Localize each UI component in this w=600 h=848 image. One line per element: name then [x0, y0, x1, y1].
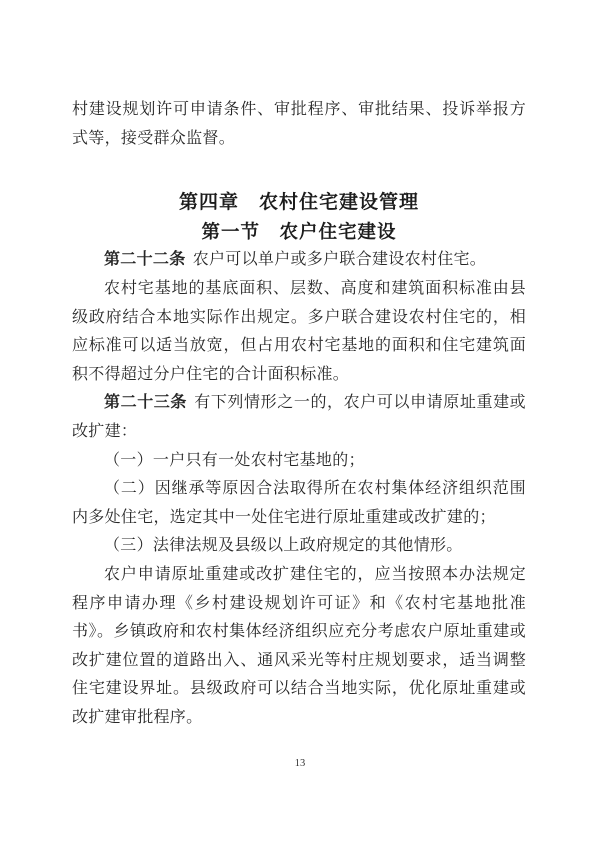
chapter-heading: 第四章 农村住宅建设管理: [178, 192, 419, 214]
article-22-lead-paragraph: [72, 246, 526, 275]
article-22-paragraph: 农村宅基地的基底面积、层数、高度和建筑面积标准由县级政府结合本地实际作出规定。多户联合建设农村住宅的，相应标准可以适当放宽，但占用农村宅基地的面积和住宅建筑面积不得超过分户住宅的合计面积标准。: [72, 279, 526, 383]
section-heading: 第一节 农户住宅建设: [201, 220, 397, 242]
article-22-number: 第二十二条: [104, 251, 186, 269]
article-23-item-3: （三）法律法规及县级以上政府规定的其他情形。: [104, 537, 463, 555]
page-number: 13: [294, 758, 306, 769]
article-23-item-1: （一）一户只有一处农村宅基地的；: [104, 451, 365, 469]
article-23-lead-paragraph: [72, 389, 526, 446]
article-22-lead-text: 农户可以单户或多户联合建设农村住宅。: [192, 251, 487, 269]
article-23-lead-text: 有下列情形之一的，农户可以申请原址重建或改扩建：: [72, 394, 526, 440]
article-23-paragraph: 农户申请原址重建或改扩建住宅的，应当按照本办法规定程序申请办理《乡村建设规划许可证》和《农村宅基地批准书》。乡镇政府和农村集体经济组织应充分考虑农户原址重建或改扩建位置的道路出入、通风采光等村庄规划要求，适当调整住宅建设界址。县级政府可以结合当地实际，优化原址重建或改扩建审批程序。: [72, 565, 526, 726]
article-23-number: 第二十三条: [104, 394, 188, 412]
continued-paragraph: 村建设规划许可申请条件、审批程序、审批结果、投诉举报方式等，接受群众监督。: [72, 101, 526, 147]
article-23-item-2: （二）因继承等原因合法取得所在农村集体经济组织范围内多处住宅，选定其中一处住宅进行原址重建或改扩建的；: [72, 480, 526, 526]
